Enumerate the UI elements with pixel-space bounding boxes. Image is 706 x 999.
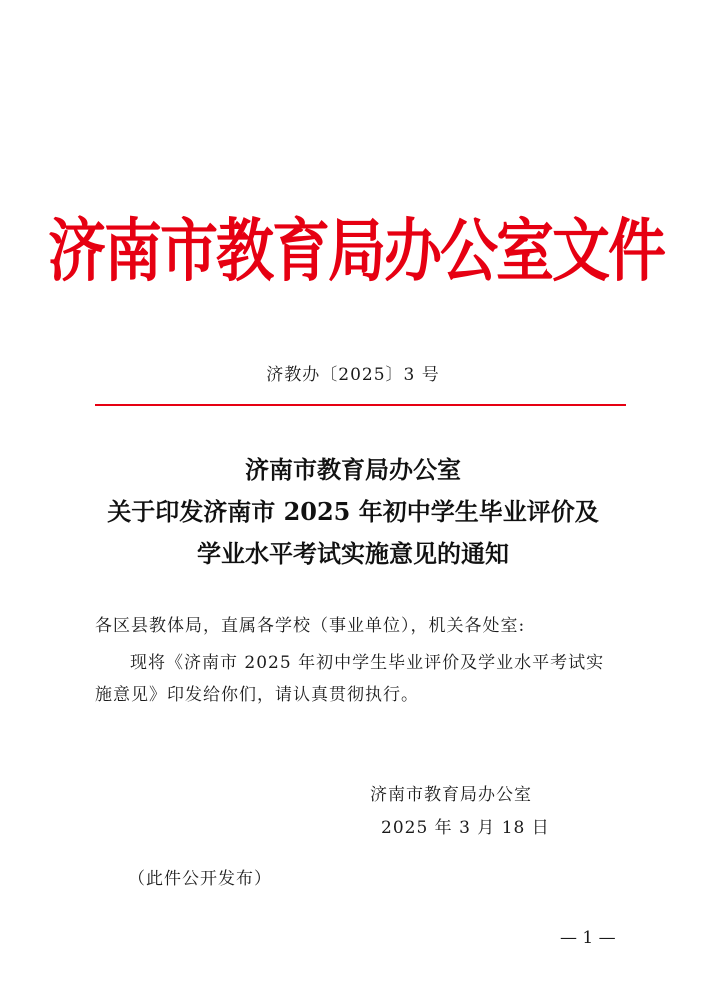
signature-date: 2025 年 3 月 18 日 bbox=[381, 818, 550, 838]
body-paragraph-line-2: 施意见》印发给你们，请认真贯彻执行。 bbox=[95, 685, 419, 705]
page-number: — 1 — bbox=[560, 928, 616, 948]
body-paragraph-line-1: 现将《济南市 2025 年初中学生毕业评价及学业水平考试实 bbox=[130, 653, 605, 673]
document-number: 济教办〔2025〕3 号 bbox=[266, 365, 440, 385]
document-title-line-1: 济南市教育局办公室 bbox=[245, 455, 461, 484]
red-divider-line bbox=[95, 404, 626, 406]
publication-note: （此件公开发布） bbox=[128, 869, 272, 889]
document-title-line-3: 学业水平考试实施意见的通知 bbox=[197, 539, 509, 568]
issuer-header: 济南市教育局办公室文件 bbox=[48, 210, 665, 292]
signature-organization: 济南市教育局办公室 bbox=[370, 785, 532, 805]
addressee-line: 各区县教体局，直属各学校（事业单位），机关各处室: bbox=[95, 616, 526, 636]
document-title-line-2: 关于印发济南市 2025 年初中学生毕业评价及 bbox=[107, 497, 599, 526]
